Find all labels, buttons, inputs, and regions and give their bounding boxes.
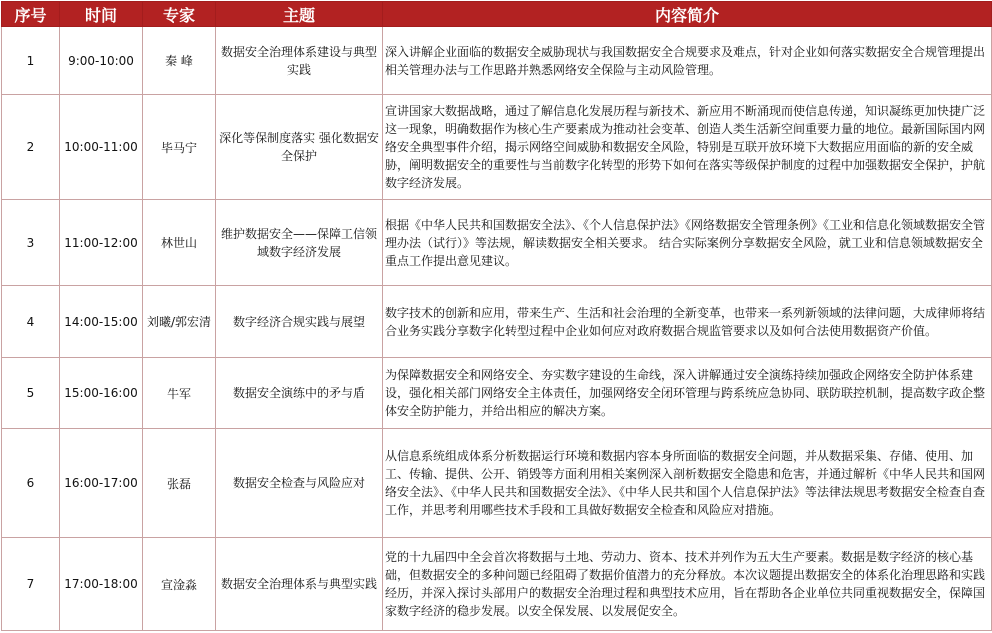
agenda-table xyxy=(1,1,992,631)
table-row xyxy=(2,429,992,538)
row-time: 16:00-17:00 xyxy=(60,429,143,538)
header-row xyxy=(2,2,992,27)
header-num: 序号 xyxy=(2,2,60,27)
row-description: 为保障数据安全和网络安全、夯实数字建设的生命线，深入讲解通过安全演练持续加强政企网络安全防护体系建设，强化相关部门网络安全主体责任，加强网络安全闭环管理与跨系统应急协同、联防联控机制，提高数字政企整体安全防护能力，并给出相应的解决方案。 xyxy=(383,358,992,429)
row-time: 15:00-16:00 xyxy=(60,358,143,429)
row-expert: 张磊 xyxy=(143,429,216,538)
row-number: 7 xyxy=(2,538,60,631)
row-number: 6 xyxy=(2,429,60,538)
row-topic: 数据安全治理体系建设与典型实践 xyxy=(216,27,383,95)
row-expert: 刘曦/郭宏清 xyxy=(143,286,216,358)
row-description: 深入讲解企业面临的数据安全威胁现状与我国数据安全合规要求及难点，针对企业如何落实数据安全合规管理提出相关管理办法与工作思路并熟悉网络安全保险与主动风险管理。 xyxy=(383,27,992,95)
header-expert: 专家 xyxy=(143,2,216,27)
row-topic: 数据安全演练中的矛与盾 xyxy=(216,358,383,429)
row-time: 9:00-10:00 xyxy=(60,27,143,95)
row-description: 根据《中华人民共和国数据安全法》、《个人信息保护法》《网络数据安全管理条例》《工业和信息化领域数据安全管理办法（试行）》等法规，解读数据安全相关要求。 结合实际案例分享数据安全风险，就工业和信息领域数据安全重点工作提出意见建议。 xyxy=(383,200,992,286)
row-expert: 毕马宁 xyxy=(143,95,216,200)
row-topic: 数字经济合规实践与展望 xyxy=(216,286,383,358)
row-number: 5 xyxy=(2,358,60,429)
row-description: 党的十九届四中全会首次将数据与土地、劳动力、资本、技术并列作为五大生产要素。数据是数字经济的核心基础，但数据安全的多种问题已经阻碍了数据价值潜力的充分释放。本次议题提出数据安全的体系化治理思路和实践经历，并深入探讨头部用户的数据安全治理过程和典型技术应用，旨在帮助各企业单位共同重视数据安全，保障国家数字经济的稳步发展。以安全保发展、以发展促安全。 xyxy=(383,538,992,631)
row-expert: 牛军 xyxy=(143,358,216,429)
row-time: 11:00-12:00 xyxy=(60,200,143,286)
row-description: 从信息系统组成体系分析数据运行环境和数据内容本身所面临的数据安全问题，并从数据采集、存储、使用、加工、传输、提供、公开、销毁等方面利用相关案例深入剖析数据安全隐患和危害，并通过解析《中华人民共和国网络安全法》、《中华人民共和国数据安全法》、《中华人民共和国个人信息保护法》等法律法规思考数据安全检查自查工作，并思考利用哪些技术手段和工具做好数据安全检查和风险应对措施。 xyxy=(383,429,992,538)
row-topic: 维护数据安全——保障工信领域数字经济发展 xyxy=(216,200,383,286)
row-number: 2 xyxy=(2,95,60,200)
row-expert: 宣淦淼 xyxy=(143,538,216,631)
table-row xyxy=(2,200,992,286)
row-number: 4 xyxy=(2,286,60,358)
header-desc: 内容简介 xyxy=(383,2,992,27)
row-description: 宣讲国家大数据战略，通过了解信息化发展历程与新技术、新应用不断涌现而使信息传递，知识凝练更加快捷广泛这一现象，明确数据作为核心生产要素成为推动社会变革、创造人类生活新空间重要力量的地位。最新国际国内网络安全典型事件介绍，揭示网络空间威胁和数据安全风险，特别是互联开放环境下大数据应用面临的新的安全威胁，阐明数据安全的重要性与当前数字化转型的形势下如何在落实等级保护制度的过程中加强数据安全保护，护航数字经济发展。 xyxy=(383,95,992,200)
row-time: 17:00-18:00 xyxy=(60,538,143,631)
row-description: 数字技术的创新和应用，带来生产、生活和社会治理的全新变革，也带来一系列新领域的法律问题，大成律师将结合业务实践分享数字化转型过程中企业如何应对政府数据合规监管要求以及如何合法使用数据资产价值。 xyxy=(383,286,992,358)
table-row xyxy=(2,538,992,631)
row-number: 1 xyxy=(2,27,60,95)
row-topic: 数据安全治理体系与典型实践 xyxy=(216,538,383,631)
row-topic: 数据安全检查与风险应对 xyxy=(216,429,383,538)
row-time: 10:00-11:00 xyxy=(60,95,143,200)
table-body xyxy=(2,27,992,631)
header-time: 时间 xyxy=(60,2,143,27)
table-row xyxy=(2,286,992,358)
table-row xyxy=(2,358,992,429)
header-topic: 主题 xyxy=(216,2,383,27)
row-expert: 林世山 xyxy=(143,200,216,286)
table-header xyxy=(2,2,992,27)
row-time: 14:00-15:00 xyxy=(60,286,143,358)
row-number: 3 xyxy=(2,200,60,286)
table-row xyxy=(2,27,992,95)
row-expert: 秦 峰 xyxy=(143,27,216,95)
table-row xyxy=(2,95,992,200)
row-topic: 深化等保制度落实 强化数据安全保护 xyxy=(216,95,383,200)
